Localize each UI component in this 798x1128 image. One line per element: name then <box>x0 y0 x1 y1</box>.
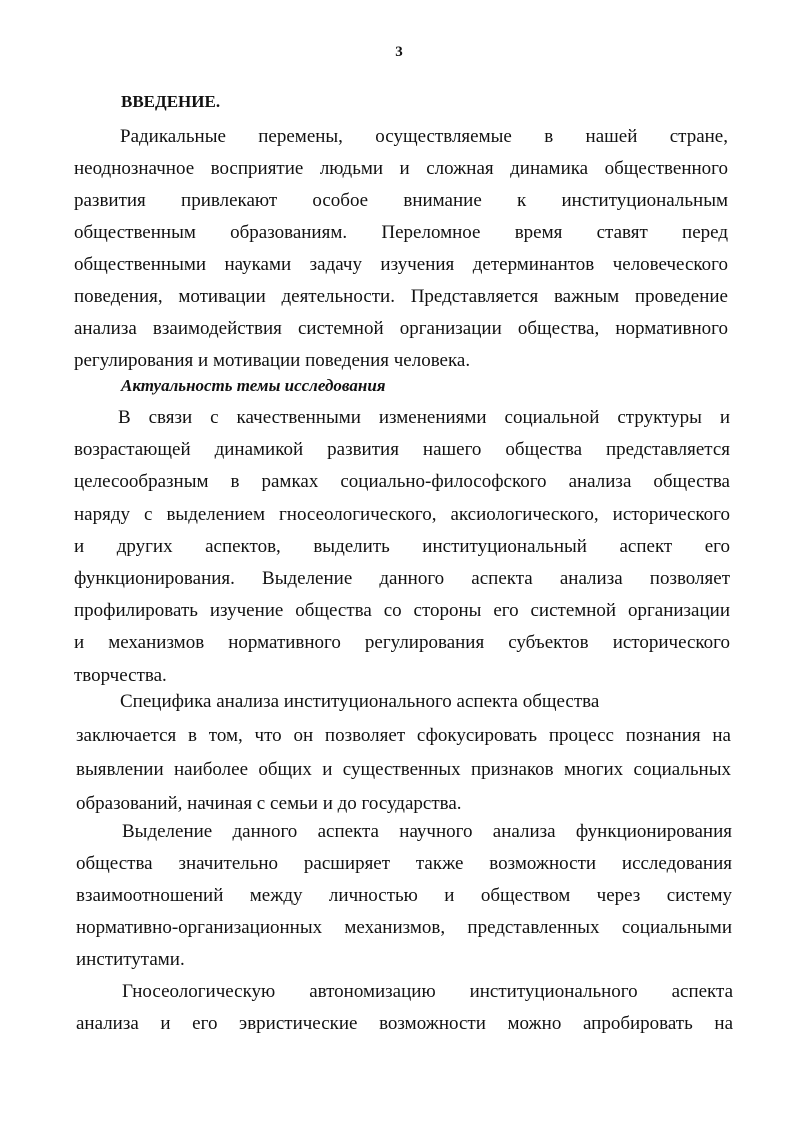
text-line: образований, начиная с семьи и до государства. <box>76 793 462 814</box>
text-line: общественными науками задачу изучения детерминантов человеческого <box>74 254 728 275</box>
text-line: регулирования и мотивации поведения человека. <box>74 350 471 371</box>
text-line: и механизмов нормативного регулирования субъектов исторического <box>74 632 730 654</box>
text-line: профилировать изучение общества со стороны его системной организации <box>74 600 730 622</box>
text-line: функционирования. Выделение данного аспекта анализа позволяет <box>74 567 730 589</box>
paragraph-relevance <box>74 402 730 692</box>
text-line: общества значительно расширяет также возможности исследования <box>76 853 732 874</box>
paragraph-aspect <box>76 816 732 976</box>
paragraph-specifics <box>76 685 731 821</box>
text-line: Специфика анализа институционального аспекта общества <box>120 691 600 712</box>
paragraph-gnoseology <box>76 976 733 1040</box>
paragraph-intro <box>74 121 728 377</box>
text-line: заключается в том, что он позволяет сфокусировать процесс познания на <box>76 725 731 746</box>
text-line: и других аспектов, выделить институциональный аспект его <box>74 535 730 557</box>
text-line: Выделение данного аспекта научного анализа функционирования <box>122 821 732 842</box>
text-line: неоднозначное восприятие людьми и сложная динамика общественного <box>74 158 728 179</box>
text-line: наряду с выделением гносеологического, аксиологического, исторического <box>74 503 730 525</box>
text-line: Гносеологическую автономизацию институционального аспекта <box>122 981 733 1002</box>
text-line: поведения, мотивации деятельности. Представляется важным проведение <box>74 286 728 307</box>
section-heading: ВВЕДЕНИЕ. <box>121 92 221 111</box>
text-line: общественным образованиям. Переломное время ставят перед <box>74 222 728 243</box>
page-number: 3 <box>395 44 403 60</box>
text-line: нормативно-организационных механизмов, представленных социальными <box>76 917 732 938</box>
text-line: институтами. <box>76 949 185 970</box>
text-line: творчества. <box>74 664 167 686</box>
text-line: анализа и его эвристические возможности можно апробировать на <box>76 1013 733 1034</box>
text-line: анализа взаимодействия системной организации общества, нормативного <box>74 318 728 339</box>
text-line: Радикальные перемены, осуществляемые в нашей стране, <box>120 126 728 147</box>
section-subheading: Актуальность темы исследования <box>121 376 386 395</box>
text-line: взаимоотношений между личностью и обществом через систему <box>76 885 732 906</box>
text-line: развития привлекают особое внимание к институциональным <box>74 190 728 211</box>
text-line: целесообразным в рамках социально-философского анализа общества <box>74 471 730 493</box>
text-line: возрастающей динамикой развития нашего общества представляется <box>74 439 730 461</box>
text-line: выявлении наиболее общих и существенных признаков многих социальных <box>76 759 731 780</box>
text-line: В связи с качественными изменениями социальной структуры и <box>118 407 730 428</box>
